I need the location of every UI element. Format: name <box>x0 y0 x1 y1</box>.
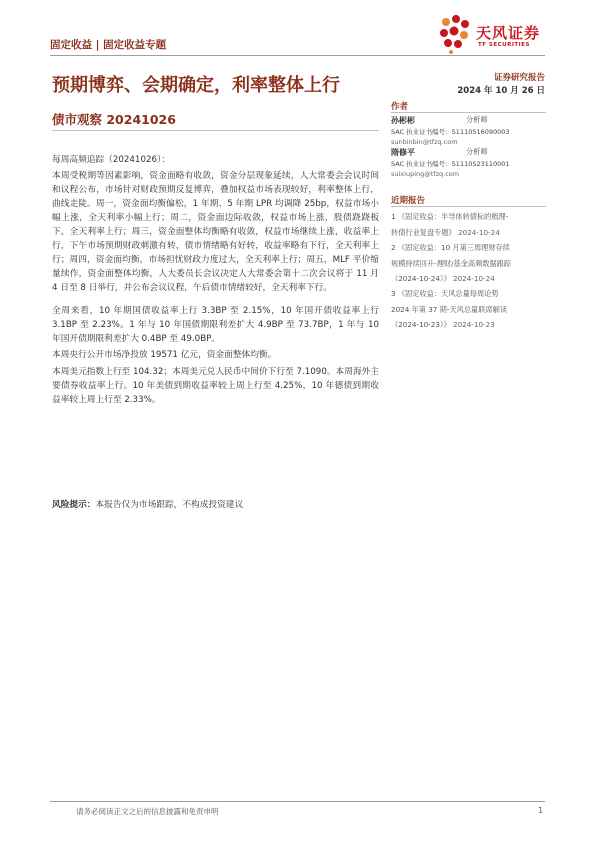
footer-divider <box>50 801 545 802</box>
author-name: 孙彬彬 <box>391 116 415 125</box>
recent-reports-label: 近期报告 <box>391 196 426 206</box>
breadcrumb: 固定收益 | 固定收益专题 <box>50 39 167 51</box>
body-paragraph: 本周美元指数上行至 104.32；本周美元兑人民币中间价下行至 7.1090。本周海外主要债券收益率上行。10 年美债到期收益率较上周上行至 4.25%，10 年德债到期收益率较上周上行至 2.33%。 <box>52 367 379 405</box>
risk-warning <box>52 498 243 510</box>
report-subtitle: 债市观察 20241026 <box>52 112 176 127</box>
author-block <box>391 147 546 179</box>
author-name: 隋修平 <box>391 148 415 157</box>
footer-disclaimer: 请务必阅读正文之后的信息披露和免责申明 <box>76 807 219 816</box>
author-email[interactable]: sunbinbin@tfzq.com <box>391 138 458 146</box>
logo-name: 天风证券 <box>476 24 541 42</box>
report-date: 2024 年 10 月 26 日 <box>457 86 545 96</box>
risk-text: 本报告仅为市场跟踪，不构成投资建议 <box>95 500 244 510</box>
authors-divider <box>391 112 546 113</box>
author-sac: SAC 执业证书编号：S1110523110001 <box>391 160 510 168</box>
recent-divider <box>391 206 546 207</box>
page-number: 1 <box>538 806 543 815</box>
header-divider <box>50 55 545 56</box>
recent-report-item[interactable]: 3 《固定收益：天风总量每周论势 2024 年第 37 期-天风总量联席解读 （2024-10-23）》 2024-10-23 <box>391 289 507 329</box>
title-divider <box>52 130 379 131</box>
page-title: 预期博弈、会期确定，利率整体上行 <box>52 75 340 96</box>
authors-label: 作者 <box>391 102 409 112</box>
author-role: 分析师 <box>466 115 488 124</box>
author-role: 分析师 <box>466 147 488 156</box>
recent-report-item[interactable]: 1 《固定收益：半导体转债标的梳理- 转债行业复盘专题》 2024-10-24 <box>391 212 509 237</box>
author-email[interactable]: suixiuping@tfzq.com <box>391 170 460 178</box>
recent-report-item[interactable]: 2 《固定收益：10 月第三周理财存续 规模持续回升-理财/基金高频数据跟踪 （2024-10-24）》 2024-10-24 <box>391 243 512 283</box>
weekly-intro: 每周高频追踪（20241026）： <box>52 155 171 165</box>
risk-label: 风险提示： <box>52 500 96 510</box>
body-paragraph: 本周央行公开市场净投放 19571 亿元，资金面整体均衡。 <box>52 350 277 360</box>
tf-logo-icon <box>438 14 476 54</box>
report-type: 证券研究报告 <box>493 73 545 83</box>
logo-sub: TF SECURITIES <box>478 42 530 48</box>
company-logo <box>438 14 546 54</box>
author-sac: SAC 执业证书编号：S1110516090003 <box>391 128 510 136</box>
body-paragraph: 本周受税期等因素影响，资金面略有收敛，资金分层现象延续，人大常委会会议时间和议程公布，市场针对财政预期反复博弈，叠加权益市场表现较好，利率整体上行，曲线走陡。周一，资金面均衡偏松，1 年期、5 年期 LPR 均调降 25bp，权益市场小幅上涨，全天利率小幅上行；周二，资金面边际收敛，权益市场上涨，股债跷跷板下，全天利率上行；周三，资金面整体均衡略有收敛，权益市场继续上涨，收益率上行，下午市场预期财政刺激有转，债市情绪略有好转，收益率略有下行，全天利率上行；周四，资金面均衡，市场担忧财政力度过大，全天利率上行；周五，MLF 平价缩量续作，资金面整体均衡，人大委员长会议决定人大常委会第十二次会议将于 11 月 4 日至 8 日举行，并公布会议议程，午后债市情绪较好，全天利率下行。 <box>52 171 379 293</box>
body-paragraph: 全周来看，10 年期国债收益率上行 3.3BP 至 2.15%，10 年国开债收益率上行 3.1BP 至 2.23%。1 年与 10 年国债期限利差扩大 4.9BP 至 73.7BP，1 年与 10 年国开债期限利差扩大 0.4BP 至 49.0BP。 <box>52 306 379 344</box>
author-block <box>391 115 546 147</box>
